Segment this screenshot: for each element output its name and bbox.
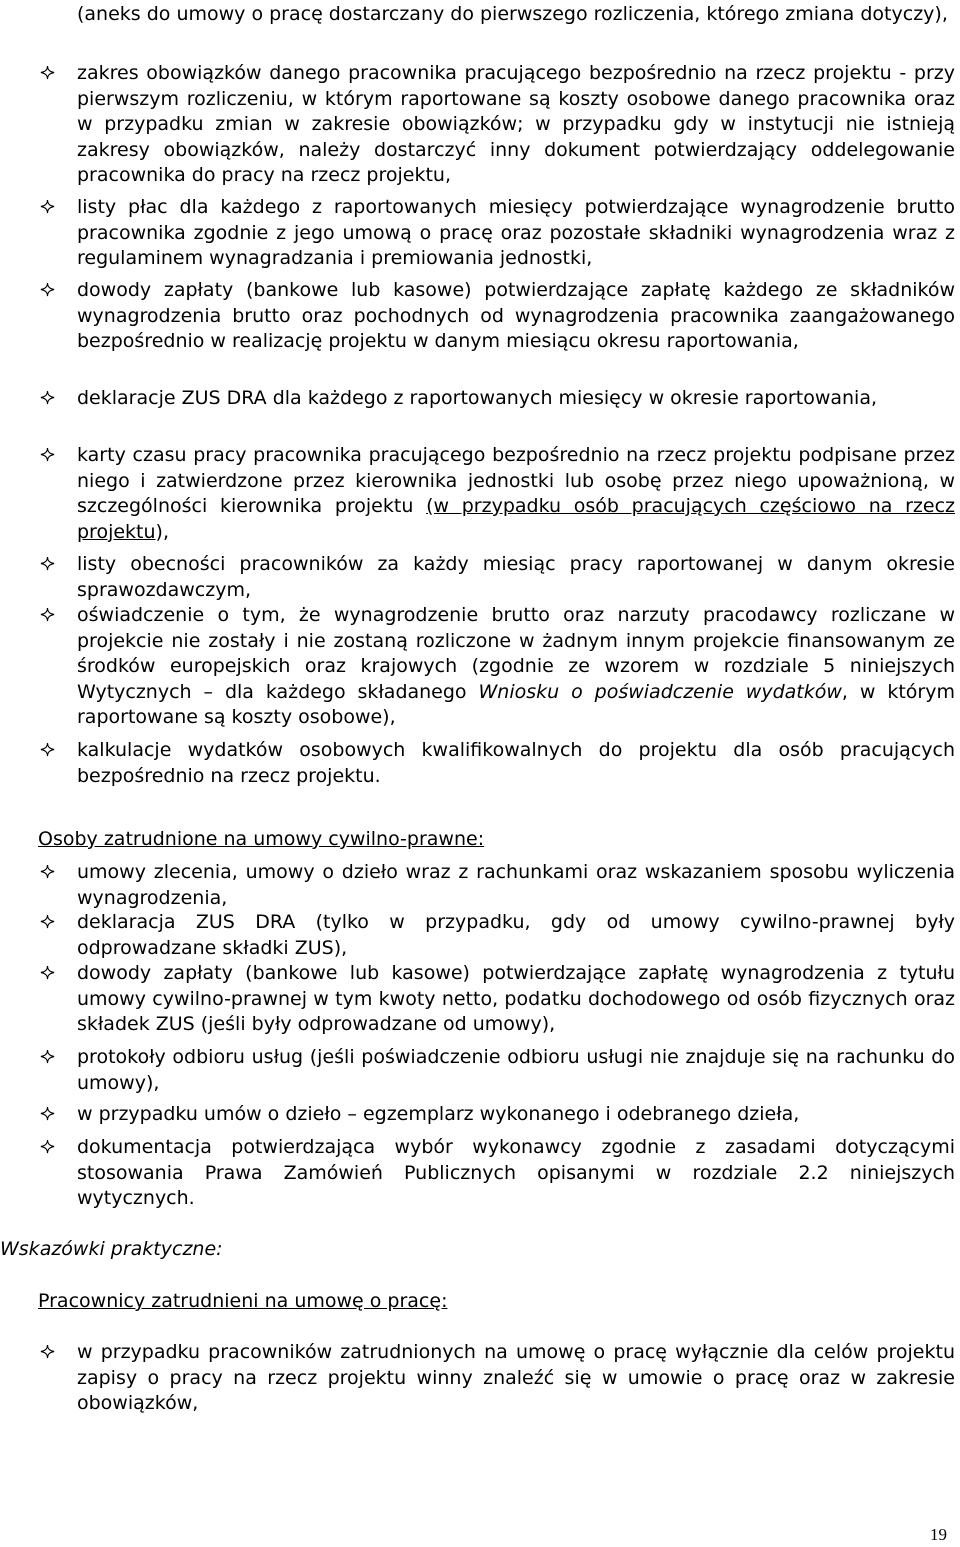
page-number: 19 (930, 1525, 947, 1544)
underlined-text-run: (w przypadku osób pracujących częściowo na rzecz projektu (77, 495, 956, 543)
section-heading-employment-contracts: Pracownicy zatrudnieni na umowę o pracę: (38, 1290, 448, 1312)
list-item-text: zakres obowiązków danego pracownika pracującego bezpośrednio na rzecz projektu - przy pierwszym rozliczeniu, w którym raportowane są koszty osobowe danego pracownika oraz w przypadku zmian w zakresie obowiązków; w przypadku gdy w instytucji nie istnieją zakresy obowiązków, należy dostarczyć inny dokument potwierdzający oddelegowanie pracownika do pracy na rzecz projektu, (77, 62, 955, 186)
text-run: karty czasu pracy pracownika pracującego bezpośrednio na rzecz projektu podpisane przez niego i zatwierdzone przez kierownika jednostki lub osobę przez niego upoważnioną, w szczególności kierownika projektu (77, 444, 955, 517)
diamond-bullet-icon (40, 1049, 55, 1064)
italic-text-run: Wniosku o poświadczenie wydatków (478, 680, 842, 703)
text-run: ), (155, 520, 169, 543)
text-run: oświadczenie o tym, że wynagrodzenie brutto oraz narzuty pracodawcy rozliczane w projekcie nie zostały i nie zostaną rozliczone w żadnym innym projekcie finansowanym ze środków europejskich oraz krajowych (zgodnie ze wzorem w rozdziale 5 niniejszych Wytycznych – dla każdego składanego (77, 604, 955, 703)
diamond-bullet-icon (40, 65, 55, 80)
practical-tips-heading: Wskazówki praktyczne: (0, 1238, 223, 1260)
list-item-text (77, 443, 955, 545)
list-item-text: umowy zlecenia, umowy o dzieło wraz z rachunkami oraz wskazaniem sposobu wyliczenia wynagrodzenia, (77, 861, 955, 909)
continuation-paragraph: (aneks do umowy o pracę dostarczany do pierwszego rozliczenia, którego zmiana dotyczy), (77, 3, 948, 25)
diamond-bullet-icon (40, 282, 55, 297)
diamond-bullet-icon (40, 864, 55, 879)
list-item-text: w przypadku pracowników zatrudnionych na umowę o pracę wyłącznie dla celów projektu zapisy o pracy na rzecz projektu winny znaleźć się w umowie o pracę oraz w zakresie obowiązków, (77, 1341, 955, 1414)
diamond-bullet-icon (40, 1139, 55, 1154)
list-item-text: dowody zapłaty (bankowe lub kasowe) potwierdzające zapłatę każdego ze składników wynagrodzenia brutto oraz pochodnych od wynagrodzenia pracownika zaangażowanego bezpośrednio w realizację projektu w danym miesiącu okresu raportowania, (77, 279, 955, 352)
diamond-bullet-icon (40, 1344, 55, 1359)
list-item-text: kalkulacje wydatków osobowych kwalifikowalnych do projektu dla osób pracujących bezpośrednio na rzecz projektu. (77, 739, 955, 787)
list-item-text: dowody zapłaty (bankowe lub kasowe) potwierdzające zapłatę wynagrodzenia z tytułu umowy cywilno-prawnej w tym kwoty netto, podatku dochodowego od osób fizycznych oraz składek ZUS (jeśli były odprowadzane od umowy), (77, 962, 955, 1035)
diamond-bullet-icon (40, 742, 55, 757)
diamond-bullet-icon (40, 390, 55, 405)
diamond-bullet-icon (40, 965, 55, 980)
list-item-text: listy obecności pracowników za każdy miesiąc pracy raportowanej w danym okresie sprawozdawczym, (77, 553, 955, 601)
list-item-text: deklaracje ZUS DRA dla każdego z raportowanych miesięcy w okresie raportowania, (77, 387, 878, 409)
list-item-text: deklaracja ZUS DRA (tylko w przypadku, gdy od umowy cywilno-prawnej były odprowadzane składki ZUS), (77, 911, 955, 959)
diamond-bullet-icon (40, 1106, 55, 1121)
list-item-text (77, 603, 955, 731)
diamond-bullet-icon (40, 199, 55, 214)
list-item-text: protokoły odbioru usług (jeśli poświadczenie odbioru usługi nie znajduje się na rachunku do umowy), (77, 1046, 955, 1094)
diamond-bullet-icon (40, 914, 55, 929)
list-item-text: listy płac dla każdego z raportowanych miesięcy potwierdzające wynagrodzenie brutto pracownika zgodnie z jego umową o pracę oraz pozostałe składniki wynagrodzenia wraz z regulaminem wynagradzania i premiowania jednostki, (77, 196, 955, 269)
diamond-bullet-icon (40, 447, 55, 462)
text-run: , w którym raportowane są koszty osobowe), (77, 680, 955, 728)
section-heading-civil-contracts: Osoby zatrudnione na umowy cywilno-prawne: (38, 828, 485, 850)
diamond-bullet-icon (40, 556, 55, 571)
list-item-text: w przypadku umów o dzieło – egzemplarz wykonanego i odebranego dzieła, (77, 1103, 800, 1125)
list-item-text: dokumentacja potwierdzająca wybór wykonawcy zgodnie z zasadami dotyczącymi stosowania Prawa Zamówień Publicznych opisanymi w rozdziale 2.2 niniejszych wytycznych. (77, 1136, 955, 1209)
diamond-bullet-icon (40, 607, 55, 622)
